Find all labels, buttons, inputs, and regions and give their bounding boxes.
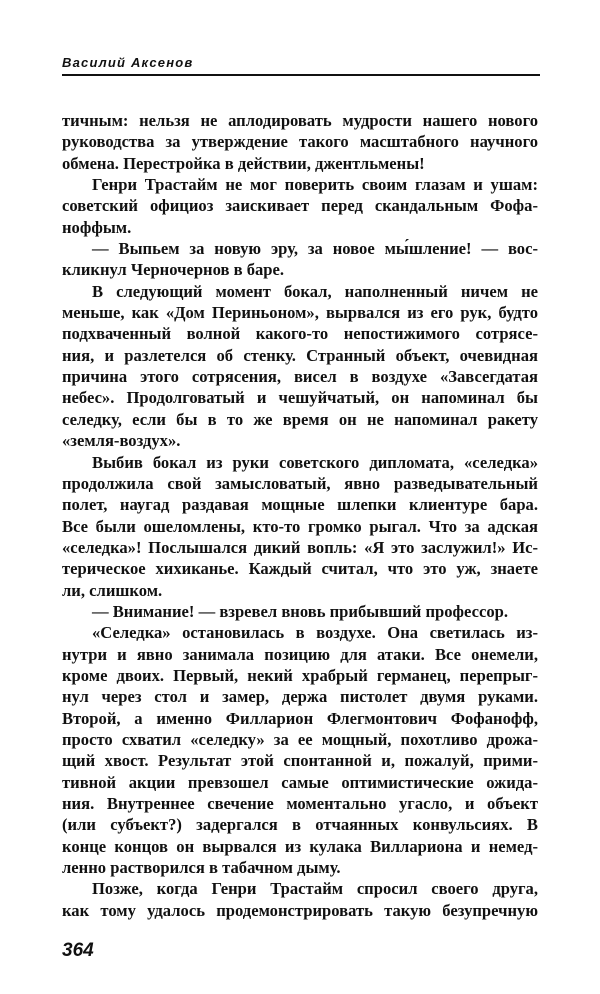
text-line: Выбив бокал из руки советского дипломата, «селедка»: [92, 452, 538, 472]
text-line: — Внимание! — взревел вновь прибывший профессор.: [92, 601, 509, 621]
text-line: подхваченный волной какого-то непостижимого сотрясе-: [62, 324, 538, 344]
text-line: — Выпьем за новую эру, за новое мы́шление! — вос-: [92, 239, 538, 259]
text-line: нул через стол и замер, держа пистолет двумя руками.: [62, 687, 538, 707]
text-line: советский официоз заискивает перед скандальным Фофа-: [62, 196, 538, 216]
text-line: ния. Внутреннее свечение моментально угасло, и объект: [62, 794, 538, 813]
text-line: Второй, а именно Филларион Флегмонтович Фофанофф,: [62, 708, 538, 728]
text-line: кроме двоих. Первый, некий храбрый германец, перепрыг-: [62, 665, 538, 685]
text-line: терическое хихиканье. Каждый считал, что это уж, знаете: [62, 559, 538, 579]
text-line: просто схватил «селедку» за ее мощный, похотливо дрожа-: [62, 729, 538, 749]
text-line: ноффым.: [62, 217, 132, 237]
text-line: причина этого сотрясения, висел в воздухе «Завсегдатая: [62, 367, 538, 387]
text-line: меньше, как «Дом Периньоном», вырвался из его рук, будто: [62, 303, 538, 323]
text-line: ния, и разлетелся об стенку. Странный объект, очевидная: [62, 345, 538, 365]
text-line: полет, наугад раздавая мощные шлепки клиентуре бара.: [62, 495, 538, 515]
text-line: нутри и явно занимала позицию для атаки. Все онемели,: [62, 644, 538, 664]
text-line: обмена. Перестройка в действии, джентльмены!: [62, 153, 425, 173]
text-line: руководства за утверждение такого масштабного научного: [62, 132, 538, 152]
running-header: [62, 52, 540, 76]
page-number: 364: [62, 940, 94, 961]
text-line: небес». Продолговатый и чешуйчатый, он напоминал бы: [62, 388, 538, 408]
text-line: кликнул Черночернов в баре.: [62, 260, 285, 280]
text-line: продолжила свой замысловатый, явно разведывательный: [62, 473, 538, 493]
text-line: «селедка»! Послышался дикий вопль: «Я это заслужил!» Ис-: [62, 537, 538, 557]
text-line: Все были ошеломлены, кто-то громко рыгал. Что за адская: [62, 516, 538, 536]
text-line: В следующий момент бокал, наполненный ничем не: [92, 281, 538, 301]
text-line: конце концов он вырвался из кулака Виллариона и немед-: [62, 836, 538, 856]
text-line: щий хвост. Результат этой спонтанной и, пожалуй, прими-: [62, 751, 538, 771]
text-line: Позже, когда Генри Трастайм спросил своего друга,: [92, 879, 538, 899]
text-line: «Селедка» остановилась в воздухе. Она светилась из-: [92, 623, 538, 643]
text-line: ли, слишком.: [62, 580, 163, 600]
text-line: Генри Трастайм не мог поверить своим глазам и ушам:: [92, 175, 538, 195]
text-line: тичным: нельзя не аплодировать мудрости нашего нового: [62, 111, 538, 130]
text-line: как тому удалось продемонстрировать такую безупречную: [62, 900, 538, 920]
text-line: селедку, если бы в то же время он не напоминал ракету: [62, 409, 538, 429]
text-line: (или субъект?) задергался в отчаянных конвульсиях. В: [62, 815, 538, 835]
text-line: ленно растворился в табачном дыму.: [62, 858, 341, 878]
body-text: [62, 110, 538, 921]
text-line: тивной акции превзошел самые оптимистические ожида-: [62, 772, 538, 792]
text-line: «земля-воздух».: [62, 431, 181, 451]
author-name: Василий Аксенов: [62, 55, 194, 70]
